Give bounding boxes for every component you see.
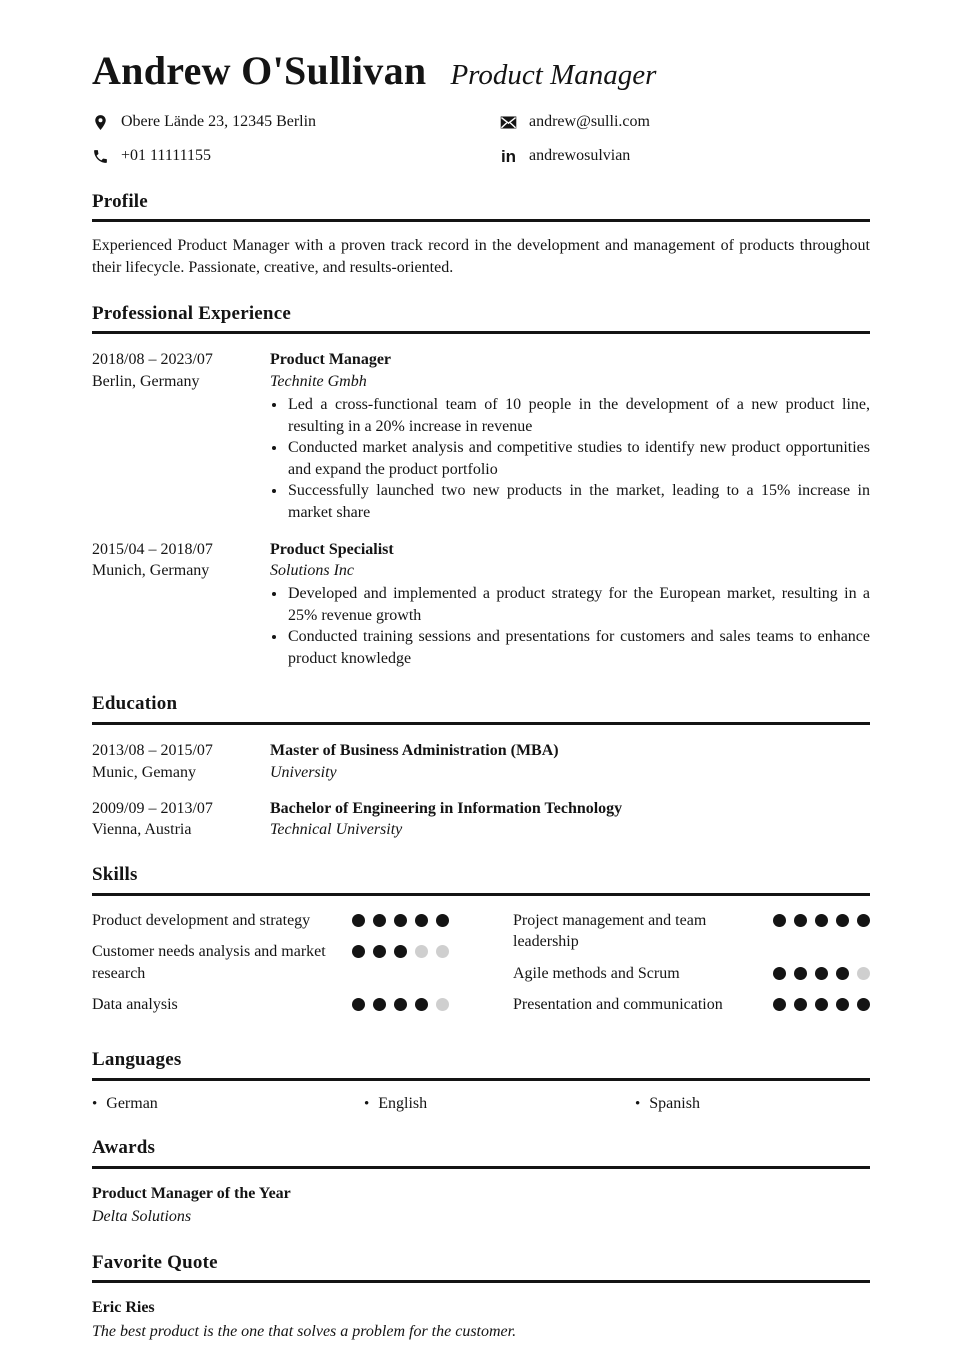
- skill-label: Project management and team leadership: [513, 912, 707, 951]
- experience-company: Solutions Inc: [270, 561, 354, 579]
- contact-address: [92, 112, 500, 133]
- education-degree: Bachelor of Engineering in Information Technology: [270, 799, 623, 817]
- section-languages: [92, 1049, 870, 1113]
- award-issuer: Delta Solutions: [92, 1208, 192, 1226]
- rating-dot-filled: [394, 914, 407, 927]
- rating-dot-filled: [815, 998, 828, 1011]
- education-school: University: [270, 763, 337, 781]
- education-dates: 2013/08 – 2015/07: [92, 742, 213, 760]
- section-awards: [92, 1137, 870, 1227]
- rating-dot-filled: [394, 998, 407, 1011]
- rating-dot-filled: [373, 945, 386, 958]
- skills-grid: [92, 910, 870, 1025]
- languages-list: [92, 1095, 870, 1113]
- contact-email-text: andrew@sulli.com: [529, 113, 650, 130]
- experience-entry: [92, 539, 870, 670]
- experience-heading: Professional Experience: [92, 303, 870, 335]
- rating-dot-filled: [436, 914, 449, 927]
- experience-entries: [92, 349, 870, 669]
- rating-dot-filled: [415, 998, 428, 1011]
- skill-label: Data analysis: [92, 996, 178, 1014]
- rating-dot-filled: [815, 914, 828, 927]
- rating-dot-filled: [352, 998, 365, 1011]
- rating-dot-empty: [857, 967, 870, 980]
- bullet-icon: •: [364, 1096, 370, 1113]
- section-education: [92, 693, 870, 840]
- skill-label: Customer needs analysis and market research: [92, 943, 326, 982]
- experience-entry: [92, 349, 870, 523]
- quote-text: The best product is the one that solves a problem for the customer.: [92, 1322, 517, 1340]
- skills-column-left: [92, 910, 449, 1025]
- rating-dot-filled: [836, 914, 849, 927]
- skill-item: [92, 910, 449, 931]
- contact-info: [92, 112, 870, 167]
- experience-location: Munich, Germany: [92, 561, 210, 579]
- experience-dates: 2018/08 – 2023/07: [92, 351, 213, 369]
- rating-dot-empty: [436, 998, 449, 1011]
- education-entry-meta: [92, 740, 270, 783]
- education-entries: [92, 740, 870, 840]
- rating-dot-filled: [773, 998, 786, 1011]
- section-skills: [92, 864, 870, 1025]
- language-item: [635, 1095, 870, 1113]
- language-name: German: [106, 1095, 158, 1113]
- experience-job-title: Product Manager: [270, 351, 392, 369]
- language-item: [92, 1095, 364, 1113]
- quote-author: Eric Ries: [92, 1299, 155, 1317]
- rating-dot-filled: [794, 967, 807, 980]
- profile-text: Experienced Product Manager with a proven track record in the development and management of products throughout their lifecycle. Passionate, creative, and results-oriented.: [92, 237, 870, 277]
- language-name: Spanish: [649, 1095, 700, 1113]
- skill-rating: [773, 994, 870, 1011]
- experience-dates: 2015/04 – 2018/07: [92, 540, 213, 558]
- skill-rating: [773, 963, 870, 980]
- section-profile: [92, 191, 870, 279]
- experience-bullet-list: [270, 394, 870, 524]
- email-icon: [500, 114, 517, 131]
- rating-dot-filled: [394, 945, 407, 958]
- education-degree: Master of Business Administration (MBA): [270, 742, 559, 760]
- experience-bullet: • Successfully launched two new products in the market, leading to a 15% increase in market share: [287, 480, 870, 523]
- section-quote: [92, 1252, 870, 1342]
- education-school: Technical University: [270, 821, 403, 839]
- award-title: Product Manager of the Year: [92, 1184, 291, 1202]
- education-entry-body: [270, 740, 870, 783]
- experience-entry-meta: [92, 349, 270, 523]
- rating-dot-filled: [352, 945, 365, 958]
- experience-company: Technite Gmbh: [270, 372, 367, 390]
- languages-heading: Languages: [92, 1049, 870, 1081]
- rating-dot-filled: [836, 967, 849, 980]
- skill-item: [92, 994, 449, 1015]
- name-line: [92, 50, 870, 92]
- education-location: Vienna, Austria: [92, 821, 192, 839]
- profile-heading: Profile: [92, 191, 870, 223]
- language-item: [364, 1095, 635, 1113]
- contact-email: [500, 112, 870, 133]
- rating-dot-empty: [415, 945, 428, 958]
- rating-dot-filled: [815, 967, 828, 980]
- education-entry-body: [270, 798, 870, 841]
- education-dates: 2009/09 – 2013/07: [92, 799, 213, 817]
- skill-item: [513, 994, 870, 1015]
- skills-heading: Skills: [92, 864, 870, 896]
- bullet-icon: •: [635, 1096, 641, 1113]
- rating-dot-filled: [794, 914, 807, 927]
- experience-location: Berlin, Germany: [92, 372, 200, 390]
- language-name: English: [378, 1095, 428, 1113]
- quote-heading: Favorite Quote: [92, 1252, 870, 1284]
- experience-entry-meta: [92, 539, 270, 670]
- contact-linkedin: [500, 146, 870, 167]
- skill-rating: [352, 994, 449, 1011]
- education-entry: [92, 798, 870, 841]
- skill-label: Product development and strategy: [92, 912, 311, 930]
- rating-dot-filled: [857, 998, 870, 1011]
- skill-item: [513, 963, 870, 984]
- rating-dot-filled: [773, 967, 786, 980]
- bullet-icon: •: [92, 1096, 98, 1113]
- skill-rating: [773, 910, 870, 927]
- contact-phone: [92, 146, 500, 167]
- experience-bullet-list: [270, 583, 870, 669]
- phone-icon: [92, 148, 109, 165]
- skills-column-right: [513, 910, 870, 1025]
- rating-dot-filled: [836, 998, 849, 1011]
- education-location: Munic, Gemany: [92, 763, 196, 781]
- rating-dot-filled: [373, 998, 386, 1011]
- rating-dot-filled: [352, 914, 365, 927]
- rating-dot-filled: [373, 914, 386, 927]
- person-title: Product Manager: [450, 59, 657, 91]
- linkedin-icon: in: [500, 146, 517, 166]
- experience-job-title: Product Specialist: [270, 540, 394, 558]
- skill-item: [513, 910, 870, 953]
- contact-address-text: Obere Lände 23, 12345 Berlin: [121, 113, 317, 130]
- person-name: Andrew O'Sullivan: [92, 48, 427, 93]
- contact-linkedin-text: andrewosulvian: [529, 146, 631, 164]
- rating-dot-empty: [436, 945, 449, 958]
- skill-label: Agile methods and Scrum: [513, 964, 680, 982]
- rating-dot-filled: [415, 914, 428, 927]
- rating-dot-filled: [794, 998, 807, 1011]
- rating-dot-filled: [857, 914, 870, 927]
- experience-entry-body: [270, 539, 870, 670]
- experience-entry-body: [270, 349, 870, 523]
- experience-bullet: • Conducted market analysis and competitive studies to identify new product opportunities and expand the product portfolio: [287, 437, 870, 480]
- experience-bullet: • Developed and implemented a product strategy for the European market, resulting in a 25% revenue growth: [287, 583, 870, 626]
- awards-heading: Awards: [92, 1137, 870, 1169]
- experience-bullet: • Conducted training sessions and presentations for customers and sales teams to enhance product knowledge: [287, 626, 870, 669]
- education-entry: [92, 740, 870, 783]
- skill-item: [92, 941, 449, 984]
- education-entry-meta: [92, 798, 270, 841]
- location-pin-icon: [92, 114, 109, 131]
- skill-rating: [352, 910, 449, 927]
- rating-dot-filled: [773, 914, 786, 927]
- experience-bullet: • Led a cross-functional team of 10 people in the development of a new product line, resulting in a 20% increase in revenue: [287, 394, 870, 437]
- education-heading: Education: [92, 693, 870, 725]
- section-experience: [92, 303, 870, 670]
- skill-label: Presentation and communication: [513, 996, 723, 1014]
- resume-header: [92, 50, 870, 167]
- contact-phone-text: +01 11111155: [121, 146, 212, 164]
- skill-rating: [352, 941, 449, 958]
